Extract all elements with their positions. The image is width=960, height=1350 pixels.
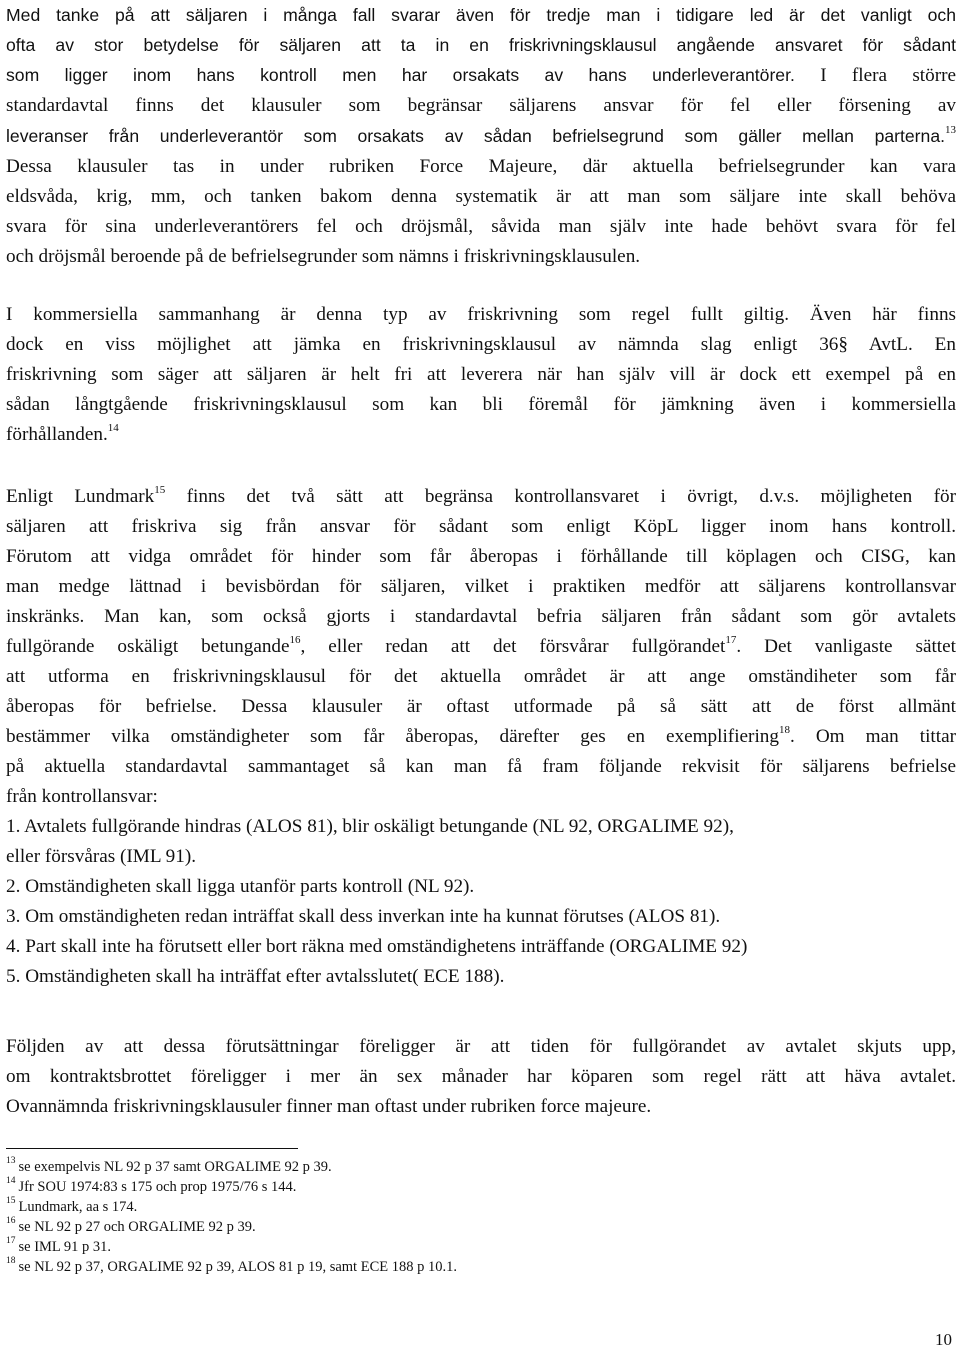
paragraph-1	[6, 0, 956, 272]
sentence-fragment: Enligt Lundmark	[6, 486, 155, 507]
footnote	[6, 1197, 457, 1217]
footnote	[6, 1257, 457, 1277]
sentence-fragment: . Det vanligaste sättet	[736, 636, 956, 657]
sentence-fragment: leveranser från underleverantör som orsakats av sådan befrielsegrund som gäller mellan parterna.	[6, 126, 945, 146]
list-item-text: 3. Om omständigheten redan inträffat skall dess inverkan inte ha kunnat förutses (ALOS 81).	[6, 906, 721, 927]
list-item-text: 1. Avtalets fullgörande hindras (ALOS 81), blir oskäligt betungande (NL 92, ORGALIME 92),	[6, 816, 734, 837]
paragraph-line	[6, 632, 956, 662]
sentence-fragment: som ligger inom hans kontroll men har orsakats av hans underleverantörer.	[6, 65, 795, 85]
footnote-text: Jfr SOU 1974:83 s 175 och prop 1975/76 s 144.	[18, 1179, 297, 1195]
list-item	[6, 902, 956, 932]
footnote-text: se IML 91 p 31.	[18, 1239, 111, 1255]
footnote-number: 16	[6, 1216, 16, 1227]
sentence-fragment: . Om man tittar	[789, 726, 957, 747]
paragraph-line: Förutom att vidga området för hinder som får åberopas i förhållande till köplagen och CISG, kan	[6, 546, 956, 567]
footnote-ref: 16	[289, 633, 301, 646]
list-item	[6, 962, 956, 992]
paragraph-line: att utforma en friskrivningsklausul för det aktuella området är att ange omständiheter som får	[6, 666, 956, 687]
paragraph-line: Ovannämnda friskrivningsklausuler finner man oftast under rubriken force majeure.	[6, 1096, 652, 1117]
requirements-list	[6, 812, 956, 992]
footnote-text: se NL 92 p 37, ORGALIME 92 p 39, ALOS 81 p 19, samt ECE 188 p 10.1.	[18, 1259, 457, 1275]
footnote-ref: 15	[154, 483, 166, 496]
paragraph-3	[6, 482, 956, 812]
footnote-ref: 13	[945, 123, 956, 136]
footnote-number: 15	[6, 1196, 16, 1207]
paragraph-4	[6, 1032, 956, 1122]
footnote-number: 14	[6, 1176, 16, 1187]
paragraph-line	[6, 420, 956, 450]
list-item-text: 4. Part skall inte ha förutsett eller bort räkna med omständighetens inträffande (ORGALIME 92)	[6, 936, 748, 957]
paragraph-line: säljaren att friskriva sig från ansvar för sådant som enligt KöpL ligger inom hans kontroll.	[6, 516, 956, 537]
paragraph-line: svara för sina underleverantörers fel och dröjsmål, såvida man själv inte hade behövt svara för fel	[6, 216, 956, 237]
sentence-fragment: finns det två sätt att begränsa kontrollansvaret i övrigt, d.v.s. möjligheten för	[165, 486, 956, 507]
list-item-continuation: eller försvåras (IML 91).	[6, 846, 197, 867]
list-item	[6, 932, 956, 962]
paragraph-line: om kontraktsbrottet föreligger i mer än sex månader har köparen som regel rätt att häva avtalet.	[6, 1066, 956, 1087]
list-item-text: 5. Omständigheten skall ha inträffat efter avtalsslutet( ECE 188).	[6, 966, 505, 987]
footnote	[6, 1217, 457, 1237]
sentence-fragment: fullgörande oskäligt betungande	[6, 636, 290, 657]
footnote	[6, 1237, 457, 1257]
footnote-text: se exempelvis NL 92 p 37 samt ORGALIME 92 p 39.	[18, 1159, 332, 1175]
paragraph-line: från kontrollansvar:	[6, 786, 158, 807]
paragraph-line: friskrivning som säger att säljaren är helt fri att leverera när han själv vill är dock ett exempel på en	[6, 364, 956, 385]
footnote-ref: 18	[778, 723, 790, 736]
sentence-fragment: I flera större	[820, 65, 957, 86]
paragraph-line	[6, 482, 956, 512]
paragraph-line	[6, 60, 956, 91]
paragraph-line: dock en viss möjlighet att jämka en friskrivningsklausul av nämnda slag enligt 36§ AvtL. En	[6, 334, 956, 355]
footnote-number: 17	[6, 1236, 16, 1247]
list-item	[6, 812, 956, 872]
sentence-fragment: förhållanden.	[6, 424, 108, 445]
paragraph-line: I kommersiella sammanhang är denna typ av friskrivning som regel fullt giltig. Även här finns	[6, 304, 956, 325]
footnote-ref: 17	[725, 633, 737, 646]
footnotes	[6, 1157, 457, 1277]
paragraph-line: man medge lättnad i bevisbördan för säljaren, vilket i praktiken medför att säljarens kontrollansvar	[6, 576, 956, 597]
footnote-text: Lundmark, aa s 174.	[18, 1199, 138, 1215]
list-item-text: 2. Omständigheten skall ligga utanför parts kontroll (NL 92).	[6, 876, 475, 897]
footnote	[6, 1157, 457, 1177]
footnote-separator	[6, 1148, 298, 1149]
sentence-fragment: , eller redan att det försvårar fullgörandet	[300, 636, 726, 657]
paragraph-line: på aktuella standardavtal sammantaget så kan man få fram följande rekvisit för säljarens befrielse	[6, 756, 956, 777]
paragraph-line: ofta av stor betydelse för säljaren att ta in en friskrivningsklausul angående ansvaret för sådant	[6, 35, 956, 55]
paragraph-line	[6, 121, 956, 152]
footnote-number: 18	[6, 1256, 16, 1267]
paragraph-line: Med tanke på att säljaren i många fall svarar även för tredje man i tidigare led är det vanligt och	[6, 5, 956, 25]
footnote-ref: 14	[107, 421, 119, 434]
footnote	[6, 1177, 457, 1197]
footnote-number: 13	[6, 1156, 16, 1167]
paragraph-line: inskränks. Man kan, som också gjorts i standardavtal befria säljaren från sådant som gör avtalets	[6, 606, 956, 627]
footnote-text: se NL 92 p 27 och ORGALIME 92 p 39.	[18, 1219, 256, 1235]
sentence-fragment: bestämmer vilka omständigheter som får åberopas, därefter ges en exemplifiering	[6, 726, 779, 747]
paragraph-line: standardavtal finns det klausuler som begränsar säljarens ansvar för fel eller försening av	[6, 95, 956, 116]
paragraph-line: och dröjsmål beroende på de befrielsegrunder som nämns i friskrivningsklausulen.	[6, 246, 641, 267]
paragraph-line: eldsvåda, krig, mm, och tanken bakom denna systematik är att man som säljare inte skall behöva	[6, 186, 956, 207]
paragraph-line: sådan långtgående friskrivningsklausul som kan bli föremål för jämkning även i kommersiella	[6, 394, 956, 415]
paragraph-line: Följden av att dessa förutsättningar föreligger är att tiden för fullgörandet av avtalet skjuts upp,	[6, 1036, 956, 1057]
list-item	[6, 872, 956, 902]
page-number: 10	[935, 1330, 952, 1349]
paragraph-2	[6, 300, 956, 450]
paragraph-line	[6, 722, 956, 752]
paragraph-line: Dessa klausuler tas in under rubriken Force Majeure, där aktuella befrielsegrunder kan vara	[6, 156, 956, 177]
paragraph-line: åberopas för befrielse. Dessa klausuler är oftast utformade på så sätt att de först allmänt	[6, 696, 956, 717]
